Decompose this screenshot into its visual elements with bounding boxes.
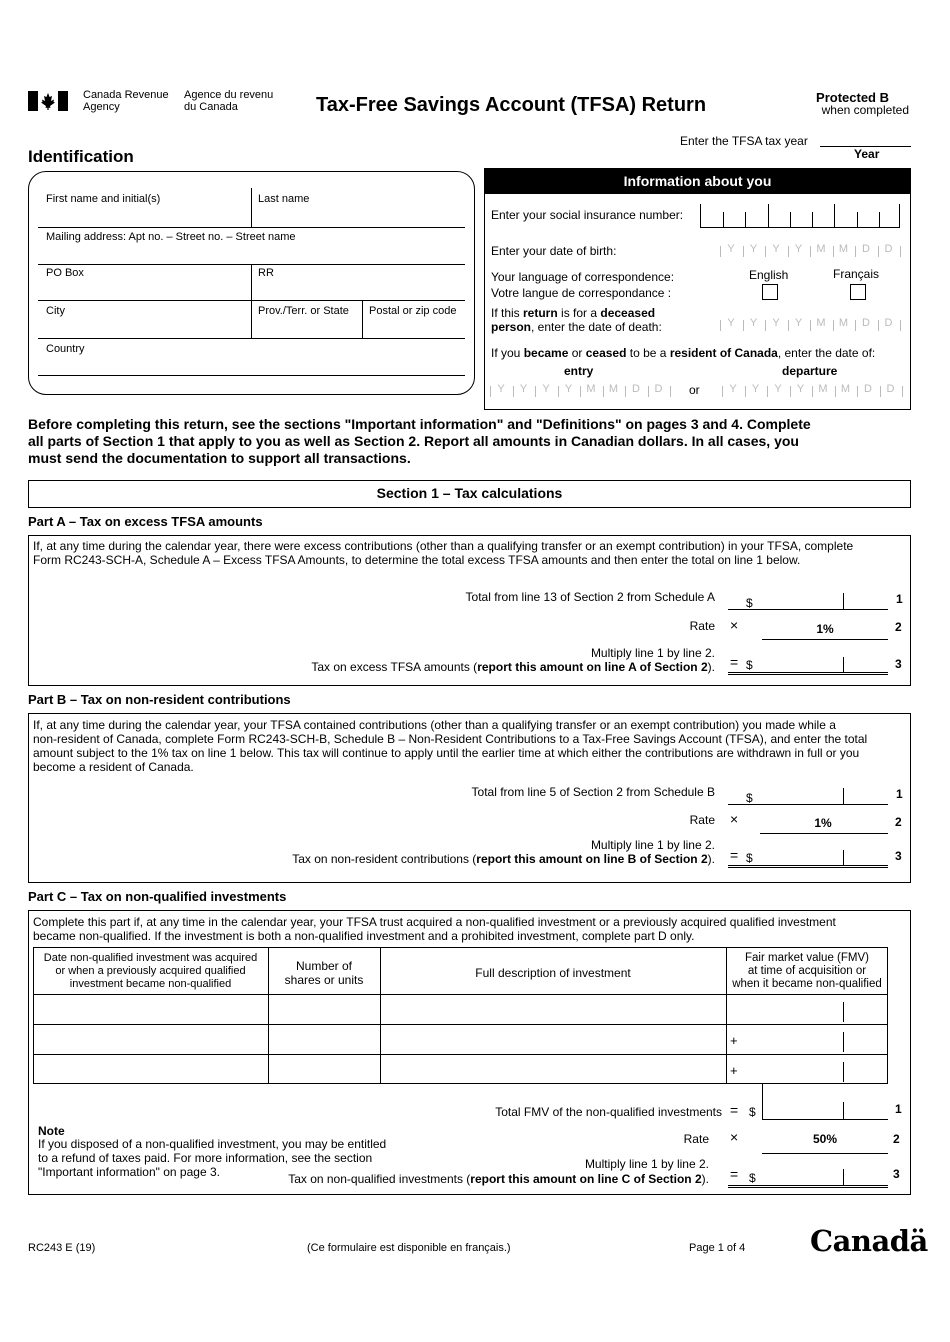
date-slot-letter: Y xyxy=(772,317,780,329)
date-slot-divider xyxy=(603,386,604,397)
sin-digit-divider xyxy=(768,204,769,228)
sin-digit-divider xyxy=(745,212,746,228)
equals-symbol: = xyxy=(730,1102,739,1118)
date-slot-divider xyxy=(722,386,723,397)
date-slot-divider xyxy=(810,320,811,331)
dollar-symbol: $ xyxy=(749,1105,756,1119)
sin-digit-divider xyxy=(834,204,835,228)
plus-symbol: + xyxy=(730,1033,738,1048)
partA-title: Part A – Tax on excess TFSA amounts xyxy=(28,514,263,529)
sin-digit-divider xyxy=(879,212,880,228)
date-slot-divider xyxy=(878,320,879,331)
line-number: 2 xyxy=(895,815,902,829)
date-slot-letter: M xyxy=(818,383,828,395)
dollar-symbol: $ xyxy=(746,658,753,672)
partA-description: If, at any time during the calendar year, there were excess contributions (other than a qualifying transfer or an exempt contribution) in your TFSA, complete Form RC243-SCH-A, Schedule A – Excess TFSA Amounts, to determine the total excess TFSA amounts and then enter the total on line 1 below. xyxy=(33,539,854,567)
sin-digit-divider xyxy=(790,212,791,228)
date-slot-letter: D xyxy=(632,383,640,395)
plus-symbol: + xyxy=(730,1063,738,1078)
column-header-description: Full description of investment xyxy=(475,966,631,980)
residency-label: If you became or ceased to be a resident of Canada, enter the date of: xyxy=(491,346,876,360)
partB-title: Part B – Tax on non-resident contributions xyxy=(28,692,291,707)
date-slot-letter: Y xyxy=(796,383,805,395)
date-slot-divider xyxy=(788,320,789,331)
date-slot-letter: D xyxy=(654,383,663,395)
date-slot-divider xyxy=(857,386,858,397)
intro-text: Before completing this return, see the sections "Important information" and "Definitions" on pages 3 and 4. Complete all parts of Section 1 that apply to you as well as Section 2. Report all amounts in Canadian dollars. In all cases, you must send the documentation to support all transactions. xyxy=(28,416,811,466)
date-slot-divider xyxy=(720,320,721,331)
date-slot-divider xyxy=(812,386,813,397)
times-symbol: × xyxy=(730,1129,739,1145)
canada-flag-icon xyxy=(28,91,68,111)
partC-tax-input[interactable] xyxy=(728,1168,888,1188)
language-label-fr: Votre langue de correspondance : xyxy=(491,286,672,300)
partA-line1-input[interactable] xyxy=(728,592,888,610)
line-number: 2 xyxy=(895,620,902,634)
po-box-field[interactable]: PO Box xyxy=(46,267,84,279)
date-slot-divider xyxy=(648,386,649,397)
canada-wordmark-logo: Canadä xyxy=(810,1224,928,1258)
date-slot-divider xyxy=(625,386,626,397)
entry-date-input[interactable] xyxy=(490,382,670,400)
partA-tax-input[interactable] xyxy=(728,656,888,675)
note-text: If you disposed of a non-qualified investment, you may be entitled to a refund of taxes paid. For more information, see the section "Important information" on page 3. xyxy=(38,1137,387,1179)
line-number: 3 xyxy=(893,1167,900,1181)
date-slot-divider xyxy=(535,386,536,397)
column-header-date: Date non-qualified investment was acquired or when a previously acquired qualified investment became non-qualified xyxy=(43,952,258,990)
date-slot-divider xyxy=(833,246,834,257)
date-slot-divider xyxy=(558,386,559,397)
form-id: RC243 E (19) xyxy=(28,1242,96,1254)
city-field[interactable]: City xyxy=(46,305,65,317)
date-slot-divider xyxy=(900,246,901,257)
tax-year-label: Enter the TFSA tax year xyxy=(680,134,808,148)
equals-symbol: = xyxy=(730,1166,739,1182)
dollar-symbol: $ xyxy=(746,851,753,865)
partB-line1-label: Total from line 5 of Section 2 from Schedule B xyxy=(471,785,715,799)
date-slot-divider xyxy=(902,386,903,397)
french-availability-note: (Ce formulaire est disponible en français.) xyxy=(307,1242,511,1254)
dob-input[interactable] xyxy=(720,242,900,260)
date-slot-letter: M xyxy=(586,383,596,395)
date-slot-letter: Y xyxy=(497,383,505,395)
times-symbol: × xyxy=(730,811,739,827)
date-slot-letter: M xyxy=(816,243,826,255)
line-number: 1 xyxy=(896,592,903,606)
table-row[interactable] xyxy=(34,995,887,1024)
date-slot-divider xyxy=(900,320,901,331)
dollar-symbol: $ xyxy=(746,596,753,610)
date-slot-letter: M xyxy=(838,243,849,255)
date-slot-divider xyxy=(835,386,836,397)
dollar-symbol: $ xyxy=(746,791,753,805)
postal-code-field[interactable]: Postal or zip code xyxy=(369,305,457,317)
partB-rate-value: 1% xyxy=(814,816,832,830)
language-label-en: Your language of correspondence: xyxy=(491,270,675,284)
partC-tax-label: Tax on non-qualified investments (report this amount on line C of Section 2). xyxy=(288,1172,709,1186)
francais-label: Français xyxy=(833,267,880,281)
date-slot-letter: D xyxy=(886,383,895,395)
sin-digit-divider xyxy=(723,212,724,228)
francais-checkbox[interactable] xyxy=(850,284,866,300)
partC-title: Part C – Tax on non-qualified investments xyxy=(28,889,287,904)
date-slot-letter: Y xyxy=(794,243,803,255)
partC-multiply-label: Multiply line 1 by line 2. xyxy=(584,1157,709,1171)
date-slot-divider xyxy=(767,386,768,397)
date-slot-letter: Y xyxy=(727,243,735,255)
partB-tax-label: Tax on non-resident contributions (report this amount on line B of Section 2). xyxy=(292,852,715,866)
line-number: 2 xyxy=(893,1132,900,1146)
sin-input[interactable] xyxy=(700,204,900,228)
protected-sub-label: when completed xyxy=(821,103,909,117)
date-slot-divider xyxy=(743,246,744,257)
english-checkbox[interactable] xyxy=(762,284,778,300)
country-field[interactable]: Country xyxy=(46,343,85,355)
date-slot-letter: Y xyxy=(519,383,528,395)
partB-line1-input[interactable] xyxy=(728,787,888,805)
date-slot-divider xyxy=(490,386,491,397)
date-slot-letter: M xyxy=(838,317,849,329)
times-symbol: × xyxy=(730,617,739,633)
date-slot-divider xyxy=(855,320,856,331)
line-number: 3 xyxy=(895,657,902,671)
date-slot-divider xyxy=(765,246,766,257)
dollar-symbol: $ xyxy=(749,1171,756,1185)
date-slot-letter: Y xyxy=(564,383,573,395)
date-slot-divider xyxy=(580,386,581,397)
partA-tax-label: Tax on excess TFSA amounts (report this amount on line A of Section 2). xyxy=(311,660,715,674)
protected-label: Protected B xyxy=(816,90,889,105)
agency-name-fr: Agence du revenu du Canada xyxy=(184,89,274,113)
sin-digit-divider xyxy=(812,212,813,228)
date-slot-letter: Y xyxy=(751,383,760,395)
partC-description: Complete this part if, at any time in the calendar year, your TFSA trust acquired a non-qualified investment or a previously acquired qualified investment became non-qualified. If the investment is both a non-qualified investment and a prohibited investment, complete part D only. xyxy=(33,915,836,943)
table-row[interactable] xyxy=(34,1055,887,1084)
equals-symbol: = xyxy=(730,654,739,670)
partA-rate-value: 1% xyxy=(816,622,834,636)
note-title: Note xyxy=(38,1124,65,1138)
partB-rate-label: Rate xyxy=(689,813,715,827)
date-slot-letter: M xyxy=(840,383,851,395)
date-slot-divider xyxy=(880,386,881,397)
date-slot-divider xyxy=(670,386,671,397)
date-slot-letter: M xyxy=(608,383,619,395)
date-slot-letter: Y xyxy=(542,383,550,395)
line-number: 1 xyxy=(896,787,903,801)
or-label: or xyxy=(689,383,700,397)
partC-rate-value: 50% xyxy=(812,1132,838,1146)
page-number: Page 1 of 4 xyxy=(689,1242,746,1254)
dob-label: Enter your date of birth: xyxy=(491,244,617,258)
partC-rate-label: Rate xyxy=(683,1132,709,1146)
section1-title: Section 1 – Tax calculations xyxy=(28,480,911,508)
partB-tax-input[interactable] xyxy=(728,849,888,868)
english-label: English xyxy=(749,268,789,282)
date-slot-divider xyxy=(745,386,746,397)
partA-rate-label: Rate xyxy=(689,619,715,633)
first-name-field[interactable]: First name and initial(s) xyxy=(46,193,161,205)
partB-multiply-label: Multiply line 1 by line 2. xyxy=(590,838,715,852)
equals-symbol: = xyxy=(730,847,739,863)
date-slot-letter: Y xyxy=(772,243,780,255)
date-slot-letter: Y xyxy=(749,317,758,329)
info-about-you-heading: Information about you xyxy=(485,169,910,194)
date-slot-letter: D xyxy=(884,317,893,329)
date-slot-letter: Y xyxy=(729,383,737,395)
date-slot-letter: Y xyxy=(749,243,758,255)
date-slot-divider xyxy=(743,320,744,331)
line-number: 3 xyxy=(895,849,902,863)
date-slot-letter: D xyxy=(864,383,872,395)
departure-label: departure xyxy=(782,364,838,378)
agency-name-en: Canada Revenue Agency xyxy=(83,89,169,113)
date-slot-letter: D xyxy=(862,317,870,329)
partC-total-label: Total FMV of the non-qualified investments xyxy=(495,1105,722,1119)
sin-digit-divider xyxy=(857,212,858,228)
date-slot-divider xyxy=(720,246,721,257)
date-slot-letter: Y xyxy=(774,383,782,395)
page-title: Tax-Free Savings Account (TFSA) Return xyxy=(316,94,707,116)
column-header-fmv: Fair market value (FMV) at time of acquisition or when it became non-qualified xyxy=(732,952,882,990)
table-row[interactable] xyxy=(34,1025,887,1054)
date-slot-divider xyxy=(765,320,766,331)
date-slot-divider xyxy=(855,246,856,257)
date-slot-divider xyxy=(513,386,514,397)
date-slot-letter: Y xyxy=(794,317,803,329)
partC-total-input[interactable] xyxy=(762,1084,888,1120)
partA-line1-label: Total from line 13 of Section 2 from Schedule A xyxy=(465,590,715,604)
line-number: 1 xyxy=(895,1102,902,1116)
sin-label: Enter your social insurance number: xyxy=(491,208,684,222)
date-of-death-input[interactable] xyxy=(720,316,900,334)
mailing-address-field[interactable]: Mailing address: Apt no. – Street no. – Street name xyxy=(46,231,296,243)
departure-date-input[interactable] xyxy=(722,382,902,400)
date-slot-letter: D xyxy=(862,243,870,255)
date-slot-letter: Y xyxy=(727,317,735,329)
date-slot-divider xyxy=(833,320,834,331)
entry-label: entry xyxy=(564,364,594,378)
date-slot-letter: D xyxy=(884,243,893,255)
partB-description: If, at any time during the calendar year, your TFSA contained contributions (other than a qualifying transfer or an exempt contribution) you made while a non-resident of Canada, complete Form RC243-SCH-B, Schedule B – Non-Resident Contributions to a Tax-Free Savings Account (TFSA), and enter the total amount subject to the 1% tax on line 1 below. This tax will continue to apply until the earlier time at which either the contributions are withdrawn in full or you become a resident of Canada. xyxy=(33,718,868,774)
column-header-shares: Number of shares or units xyxy=(284,959,364,987)
partA-multiply-label: Multiply line 1 by line 2. xyxy=(590,646,715,660)
year-label: Year xyxy=(854,147,880,161)
last-name-field[interactable]: Last name xyxy=(258,193,310,205)
date-slot-letter: M xyxy=(816,317,826,329)
date-slot-divider xyxy=(788,246,789,257)
province-field[interactable]: Prov./Terr. or State xyxy=(258,305,349,317)
deceased-label: If this return is for a deceased person, enter the date of death: xyxy=(491,306,662,334)
date-slot-divider xyxy=(878,246,879,257)
rr-field[interactable]: RR xyxy=(258,267,274,279)
identification-heading: Identification xyxy=(28,147,134,166)
date-slot-divider xyxy=(790,386,791,397)
date-slot-divider xyxy=(810,246,811,257)
